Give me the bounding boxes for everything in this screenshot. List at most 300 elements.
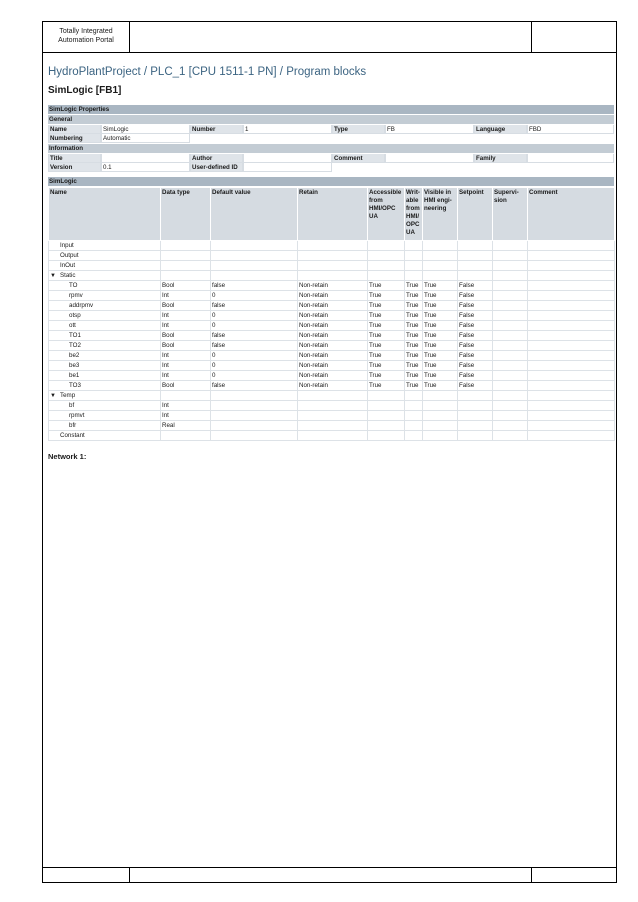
table-row: [49, 341, 615, 351]
col-retain: Retain: [298, 188, 368, 241]
family-label: Family: [474, 154, 527, 163]
cell-sup: [493, 281, 528, 291]
cell-acc: True: [368, 321, 405, 331]
version-label: Version: [48, 163, 101, 172]
name-label: Name: [48, 125, 101, 134]
name-wrap: [50, 382, 81, 389]
cell-default: [211, 391, 298, 401]
cell-acc: True: [368, 281, 405, 291]
cell-sup: [493, 251, 528, 261]
cell-cmt: [528, 301, 615, 311]
table-row: [49, 401, 615, 411]
cell-acc: [368, 261, 405, 271]
cell-wr: True: [405, 341, 423, 351]
col-comment: Comment: [528, 188, 615, 241]
name-wrap: [50, 292, 83, 299]
cell-default: false: [211, 281, 298, 291]
cell-cmt: [528, 261, 615, 271]
cell-wr: [405, 421, 423, 431]
section-row-input: [49, 241, 615, 251]
cell-name: [49, 331, 161, 341]
cell-wr: True: [405, 291, 423, 301]
cell-sp: [458, 431, 493, 441]
cell-vis: True: [423, 361, 458, 371]
cell-name: [49, 371, 161, 381]
cell-sp: [458, 391, 493, 401]
cell-default: [211, 261, 298, 271]
cell-type: Int: [161, 311, 211, 321]
cell-name: [49, 431, 161, 441]
cell-vis: True: [423, 371, 458, 381]
cell-vis: [423, 401, 458, 411]
cell-name: [49, 311, 161, 321]
cell-cmt: [528, 321, 615, 331]
name-text: addrpmv: [69, 301, 94, 309]
name-value: SimLogic: [101, 125, 190, 134]
header-divider: [531, 22, 532, 52]
cell-acc: True: [368, 291, 405, 301]
name-wrap: [50, 312, 81, 319]
cell-acc: True: [368, 341, 405, 351]
cell-sup: [493, 381, 528, 391]
cell-sup: [493, 301, 528, 311]
cell-sp: [458, 251, 493, 261]
cell-wr: True: [405, 351, 423, 361]
col-accessible: Accessible from HMI/OPC UA: [368, 188, 405, 241]
properties-row-title: [48, 154, 614, 163]
properties-row-version: [48, 163, 614, 172]
cell-cmt: [528, 411, 615, 421]
cell-type: Int: [161, 401, 211, 411]
cell-type: Int: [161, 321, 211, 331]
name-text: rpmvt: [69, 411, 85, 419]
cell-sup: [493, 431, 528, 441]
table-row: [49, 281, 615, 291]
cell-sup: [493, 311, 528, 321]
cell-retain: Non-retain: [298, 341, 368, 351]
name-wrap: [50, 272, 75, 279]
cell-sp: False: [458, 381, 493, 391]
cell-cmt: [528, 251, 615, 261]
cell-vis: True: [423, 291, 458, 301]
cell-type: [161, 241, 211, 251]
cell-wr: True: [405, 381, 423, 391]
general-section: General: [48, 115, 614, 124]
cell-wr: [405, 271, 423, 281]
cell-vis: True: [423, 281, 458, 291]
section-row-inout: [49, 261, 615, 271]
name-wrap: [50, 362, 79, 369]
userid-label: User-defined ID: [190, 163, 243, 172]
name-text: TO3: [69, 381, 81, 389]
cell-acc: [368, 271, 405, 281]
comment-label: Comment: [332, 154, 385, 163]
cell-wr: True: [405, 281, 423, 291]
cell-acc: True: [368, 351, 405, 361]
block-title: SimLogic [FB1]: [48, 85, 122, 96]
cell-retain: Non-retain: [298, 331, 368, 341]
cell-sp: False: [458, 361, 493, 371]
cell-wr: [405, 411, 423, 421]
cell-retain: Non-retain: [298, 381, 368, 391]
cell-acc: True: [368, 381, 405, 391]
cell-sup: [493, 361, 528, 371]
cell-wr: [405, 391, 423, 401]
cell-default: 0: [211, 311, 298, 321]
name-wrap: [50, 282, 77, 289]
name-wrap: [50, 422, 76, 429]
section-row-constant: [49, 431, 615, 441]
cell-vis: [423, 391, 458, 401]
cell-sp: False: [458, 341, 493, 351]
information-section: Information: [48, 144, 614, 153]
network-title: Network 1:: [48, 452, 87, 461]
cell-default: 0: [211, 371, 298, 381]
language-value: FBD: [527, 125, 614, 134]
cell-name: [49, 291, 161, 301]
cell-cmt: [528, 381, 615, 391]
cell-retain: [298, 431, 368, 441]
cell-sup: [493, 241, 528, 251]
cell-sp: [458, 411, 493, 421]
cell-name: [49, 241, 161, 251]
cell-default: false: [211, 341, 298, 351]
cell-type: [161, 391, 211, 401]
cell-type: Bool: [161, 381, 211, 391]
name-wrap: [50, 402, 74, 409]
properties-panel: [48, 105, 614, 172]
cell-acc: [368, 251, 405, 261]
numbering-value: Automatic: [101, 134, 190, 143]
name-wrap: [50, 412, 84, 419]
comment-value: [385, 154, 474, 163]
cell-default: false: [211, 301, 298, 311]
family-value: [527, 154, 614, 163]
cell-wr: [405, 241, 423, 251]
cell-default: 0: [211, 321, 298, 331]
name-wrap: [50, 372, 79, 379]
cell-sp: False: [458, 311, 493, 321]
footer-divider-left: [129, 868, 130, 882]
interface-table: [48, 187, 615, 441]
col-default: Default value: [211, 188, 298, 241]
title-label: Title: [48, 154, 101, 163]
footer-divider-right: [531, 868, 532, 882]
project-path: HydroPlantProject / PLC_1 [CPU 1511-1 PN] / Program blocks: [48, 66, 367, 78]
cell-vis: True: [423, 341, 458, 351]
cell-cmt: [528, 431, 615, 441]
cell-sp: False: [458, 351, 493, 361]
cell-name: [49, 301, 161, 311]
cell-wr: [405, 431, 423, 441]
name-text: InOut: [60, 261, 76, 269]
section-row-static: [49, 271, 615, 281]
cell-sp: [458, 241, 493, 251]
properties-row-numbering: [48, 134, 614, 143]
cell-sup: [493, 401, 528, 411]
cell-wr: [405, 251, 423, 261]
table-row: [49, 351, 615, 361]
page-footer: [43, 867, 616, 882]
page-header: [43, 22, 616, 53]
cell-name: [49, 261, 161, 271]
version-value: 0.1: [101, 163, 190, 172]
cell-default: [211, 241, 298, 251]
cell-vis: True: [423, 321, 458, 331]
name-wrap: [50, 392, 75, 399]
name-text: rpmv: [69, 291, 83, 299]
cell-name: [49, 341, 161, 351]
name-text: TO2: [69, 341, 81, 349]
cell-retain: [298, 401, 368, 411]
cell-sp: [458, 271, 493, 281]
cell-sp: [458, 261, 493, 271]
name-text: be1: [69, 371, 80, 379]
name-text: be3: [69, 361, 80, 369]
cell-sup: [493, 371, 528, 381]
name-wrap: [50, 262, 75, 269]
author-label: Author: [190, 154, 243, 163]
cell-type: [161, 251, 211, 261]
number-label: Number: [190, 125, 243, 134]
cell-acc: [368, 411, 405, 421]
cell-retain: Non-retain: [298, 281, 368, 291]
cell-name: [49, 411, 161, 421]
cell-wr: True: [405, 321, 423, 331]
name-text: bf: [69, 401, 75, 409]
cell-sp: False: [458, 331, 493, 341]
cell-cmt: [528, 421, 615, 431]
cell-type: Int: [161, 361, 211, 371]
cell-name: [49, 381, 161, 391]
cell-retain: Non-retain: [298, 351, 368, 361]
name-text: Constant: [60, 431, 85, 439]
cell-sup: [493, 271, 528, 281]
cell-name: [49, 401, 161, 411]
language-label: Language: [474, 125, 527, 134]
cell-type: [161, 271, 211, 281]
cell-default: 0: [211, 351, 298, 361]
cell-type: Bool: [161, 331, 211, 341]
cell-sup: [493, 261, 528, 271]
cell-retain: [298, 251, 368, 261]
cell-type: Real: [161, 421, 211, 431]
cell-sup: [493, 411, 528, 421]
cell-sup: [493, 321, 528, 331]
cell-vis: [423, 251, 458, 261]
col-name: Name: [49, 188, 161, 241]
author-value: [243, 154, 332, 163]
cell-acc: [368, 431, 405, 441]
name-text: be2: [69, 351, 80, 359]
cell-vis: True: [423, 331, 458, 341]
cell-sup: [493, 341, 528, 351]
cell-vis: [423, 431, 458, 441]
cell-sup: [493, 291, 528, 301]
cell-default: 0: [211, 361, 298, 371]
type-value: FB: [385, 125, 474, 134]
cell-acc: True: [368, 331, 405, 341]
cell-sp: False: [458, 281, 493, 291]
table-row: [49, 331, 615, 341]
cell-vis: [423, 411, 458, 421]
cell-sp: False: [458, 371, 493, 381]
cell-retain: Non-retain: [298, 301, 368, 311]
name-text: bfr: [69, 421, 77, 429]
cell-name: [49, 351, 161, 361]
table-row: [49, 411, 615, 421]
cell-sp: False: [458, 321, 493, 331]
cell-name: [49, 391, 161, 401]
numbering-label: Numbering: [48, 134, 101, 143]
cell-wr: [405, 261, 423, 271]
cell-cmt: [528, 391, 615, 401]
triangle-down-icon[interactable]: ▼: [50, 272, 56, 279]
interface-section-title: SimLogic: [48, 177, 614, 186]
cell-type: Int: [161, 371, 211, 381]
table-row: [49, 321, 615, 331]
table-row: [49, 381, 615, 391]
cell-name: [49, 281, 161, 291]
col-datatype: Data type: [161, 188, 211, 241]
cell-cmt: [528, 281, 615, 291]
name-text: Temp: [60, 391, 76, 399]
cell-retain: [298, 271, 368, 281]
cell-vis: True: [423, 351, 458, 361]
userid-value: [243, 163, 332, 172]
cell-wr: True: [405, 361, 423, 371]
product-line-2: Automation Portal: [58, 37, 114, 44]
cell-acc: [368, 391, 405, 401]
cell-default: false: [211, 331, 298, 341]
cell-name: [49, 251, 161, 261]
cell-cmt: [528, 361, 615, 371]
cell-retain: Non-retain: [298, 311, 368, 321]
cell-sup: [493, 331, 528, 341]
name-text: TO1: [69, 331, 81, 339]
cell-sp: [458, 421, 493, 431]
cell-acc: True: [368, 361, 405, 371]
properties-title: SimLogic Properties: [48, 105, 614, 114]
section-row-output: [49, 251, 615, 261]
interface-header-row: [49, 188, 615, 241]
table-row: [49, 301, 615, 311]
cell-cmt: [528, 331, 615, 341]
cell-default: 0: [211, 291, 298, 301]
number-value: 1: [243, 125, 332, 134]
product-label: [43, 22, 130, 52]
name-text: ott: [69, 321, 76, 329]
cell-type: Bool: [161, 341, 211, 351]
cell-type: Int: [161, 411, 211, 421]
name-text: Static: [60, 271, 76, 279]
interface-body: [49, 241, 615, 441]
cell-vis: True: [423, 381, 458, 391]
cell-retain: Non-retain: [298, 361, 368, 371]
cell-type: [161, 431, 211, 441]
cell-cmt: [528, 341, 615, 351]
cell-retain: [298, 411, 368, 421]
cell-sup: [493, 421, 528, 431]
cell-acc: True: [368, 301, 405, 311]
cell-default: [211, 251, 298, 261]
cell-vis: True: [423, 311, 458, 321]
table-row: [49, 421, 615, 431]
name-wrap: [50, 322, 76, 329]
col-setpoint: Setpoint: [458, 188, 493, 241]
title-value: [101, 154, 190, 163]
cell-cmt: [528, 401, 615, 411]
type-label: Type: [332, 125, 385, 134]
name-wrap: [50, 342, 81, 349]
cell-cmt: [528, 311, 615, 321]
name-wrap: [50, 252, 79, 259]
cell-wr: True: [405, 301, 423, 311]
col-supervision: Supervi-sion: [493, 188, 528, 241]
cell-sp: [458, 401, 493, 411]
table-row: [49, 361, 615, 371]
cell-wr: True: [405, 311, 423, 321]
triangle-down-icon[interactable]: ▼: [50, 392, 56, 399]
cell-name: [49, 321, 161, 331]
cell-cmt: [528, 351, 615, 361]
cell-vis: True: [423, 301, 458, 311]
table-row: [49, 311, 615, 321]
cell-sup: [493, 351, 528, 361]
cell-wr: [405, 401, 423, 411]
cell-vis: [423, 241, 458, 251]
cell-default: [211, 421, 298, 431]
cell-default: [211, 431, 298, 441]
properties-row-general: [48, 125, 614, 134]
name-text: TO: [69, 281, 78, 289]
cell-default: [211, 401, 298, 411]
page-frame: [42, 21, 617, 883]
cell-default: [211, 271, 298, 281]
section-row-temp: [49, 391, 615, 401]
cell-vis: [423, 261, 458, 271]
cell-type: Bool: [161, 301, 211, 311]
cell-sup: [493, 391, 528, 401]
cell-cmt: [528, 271, 615, 281]
name-text: Output: [60, 251, 79, 259]
cell-acc: [368, 401, 405, 411]
name-wrap: [50, 302, 93, 309]
cell-name: [49, 361, 161, 371]
cell-acc: [368, 421, 405, 431]
cell-default: [211, 411, 298, 421]
cell-cmt: [528, 371, 615, 381]
cell-cmt: [528, 291, 615, 301]
cell-retain: Non-retain: [298, 321, 368, 331]
table-row: [49, 371, 615, 381]
cell-sp: False: [458, 291, 493, 301]
cell-retain: [298, 241, 368, 251]
cell-retain: [298, 421, 368, 431]
cell-type: Bool: [161, 281, 211, 291]
name-wrap: [50, 332, 81, 339]
cell-type: Int: [161, 351, 211, 361]
product-line-1: Totally Integrated: [59, 28, 113, 35]
table-row: [49, 291, 615, 301]
cell-sp: False: [458, 301, 493, 311]
name-wrap: [50, 432, 85, 439]
name-wrap: [50, 352, 79, 359]
cell-retain: [298, 261, 368, 271]
cell-type: Int: [161, 291, 211, 301]
cell-acc: True: [368, 311, 405, 321]
cell-default: false: [211, 381, 298, 391]
